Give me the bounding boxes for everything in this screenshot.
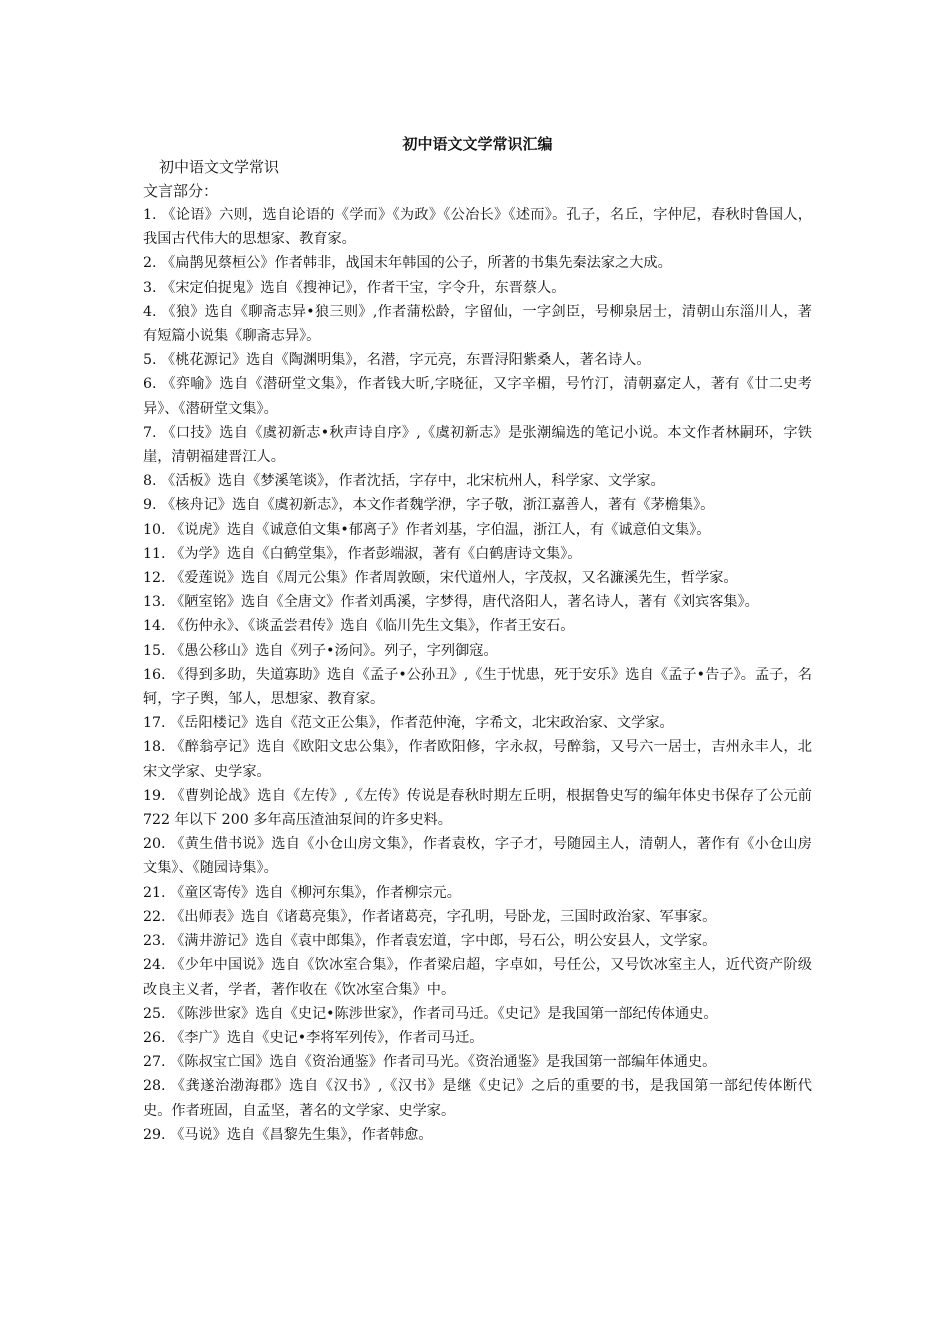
list-item: 9. 《核舟记》选自《虞初新志》，本文作者魏学洢，字子敬，浙江嘉善人，著有《茅檐集》。 [143,497,715,514]
list-item: 11. 《为学》选自《白鹤堂集》，作者彭端淑，著有《白鹤唐诗文集》。 [143,545,582,562]
list-item: 7. 《口技》选自《虞初新志•秋声诗自序》,《虞初新志》是张潮编选的笔记小说。本文作者林嗣环，字铁崖，清朝福建晋江人。 [143,424,812,466]
list-item: 1. 《论语》六则，选自论语的《学而》《为政》《公冶长》《述而》。孔子，名丘，字仲尼，春秋时鲁国人，我国古代伟大的思想家、教育家。 [143,207,812,248]
list-item: 21. 《童区寄传》选自《柳河东集》，作者柳宗元。 [143,884,461,901]
list-item: 8. 《活板》选自《梦溪笔谈》，作者沈括，字存中，北宋杭州人，科学家、文学家。 [143,473,665,490]
list-item: 20. 《黄生借书说》选自《小仓山房文集》，作者袁枚，字子才，号随园主人，清朝人，著作有《小仓山房文集》、《随园诗集》。 [143,836,812,877]
list-item: 24. 《少年中国说》选自《饮冰室合集》，作者梁启超，字卓如，号任公，又号饮冰室主人，近代资产阶级改良主义者，学者，著作收在《饮冰室合集》中。 [143,957,812,998]
list-item: 12. 《爱莲说》选自《周元公集》作者周敦颐，宋代道州人，字茂叔，又名濂溪先生，哲学家。 [143,570,738,587]
list-item: 28. 《龚遂治渤海郡》选自《汉书》,《汉书》是继《史记》之后的重要的书，是我国第一部纪传体断代史。作者班固，自孟坚，著名的文学家、史学家。 [143,1078,812,1119]
list-item: 27. 《陈叔宝亡国》选自《资治通鉴》作者司马光。《资治通鉴》是我国第一部编年体通史。 [143,1054,717,1071]
list-item: 16. 《得到多助，失道寡助》选自《孟子•公孙丑》,《生于忧患，死于安乐》选自《孟子•告子》。孟子，名轲，字子舆，邹人，思想家、教育家。 [143,666,812,708]
document-subtitle: 初中语文文学常识 [159,158,280,176]
list-item: 19. 《曹刿论战》选自《左传》,《左传》传说是春秋时期左丘明，根据鲁史写的编年体史书保存了公元前 722 年以下 200 多年高压渣油泵间的许多史料。 [143,787,812,829]
list-item: 3. 《宋定伯捉鬼》选自《搜神记》，作者干宝，字令升，东晋蔡人。 [143,279,566,296]
list-item: 10. 《说虎》选自《诚意伯文集•郁离子》作者刘基，字伯温，浙江人，有《诚意伯文集》。 [143,521,711,538]
document-title: 初中语文文学常识汇编 [402,135,553,153]
section-heading: 文言部分： [143,182,219,200]
list-item: 14. 《伤仲永》、《谈孟尝君传》选自《临川先生文集》，作者王安石。 [143,618,575,635]
list-item: 5. 《桃花源记》选自《陶渊明集》，名潜，字元亮，东晋浔阳紫桑人，著名诗人。 [143,352,651,369]
knowledge-list [143,203,812,1147]
list-item: 18. 《醉翁亭记》选自《欧阳文忠公集》，作者欧阳修，字永叔，号醉翁，又号六一居士，吉州永丰人，北宋文学家、史学家。 [143,739,812,780]
list-item: 17. 《岳阳楼记》选自《范文正公集》，作者范仲淹，字希文，北宋政治家、文学家。 [143,715,674,732]
list-item: 22. 《出师表》选自《诸葛亮集》，作者诸葛亮，字孔明，号卧龙，三国时政治家、军事家。 [143,908,717,925]
list-item: 29. 《马说》选自《昌黎先生集》，作者韩愈。 [143,1126,433,1143]
list-item: 13. 《陋室铭》选自《全唐文》作者刘禹溪，字梦得，唐代洛阳人，著名诗人，著有《刘宾客集》。 [143,594,759,611]
list-item: 4. 《狼》选自《聊斋志异•狼三则》,作者蒲松龄，字留仙，一字剑臣，号柳泉居士，清朝山东淄川人，著有短篇小说集《聊斋志异》。 [143,303,812,345]
list-item: 15. 《愚公移山》选自《列子•汤问》。列子，字列御寇。 [143,642,498,659]
list-item: 2. 《扁鹊见蔡桓公》作者韩非，战国末年韩国的公子，所著的书集先秦法家之大成。 [143,255,672,272]
list-item: 6. 《弈喻》选自《潜研堂文集》，作者钱大昕,字晓征，又字辛楣，号竹汀，清朝嘉定人，著有《廿二史考异》、《潜研堂文集》。 [143,376,812,417]
list-item: 23. 《满井游记》选自《袁中郎集》，作者袁宏道，字中郎，号石公，明公安县人，文学家。 [143,933,717,950]
list-item: 25. 《陈涉世家》选自《史记•陈涉世家》，作者司马迁。《史记》是我国第一部纪传体通史。 [143,1005,718,1022]
list-item: 26. 《李广》选自《史记•李将军列传》，作者司马迁。 [143,1029,484,1046]
